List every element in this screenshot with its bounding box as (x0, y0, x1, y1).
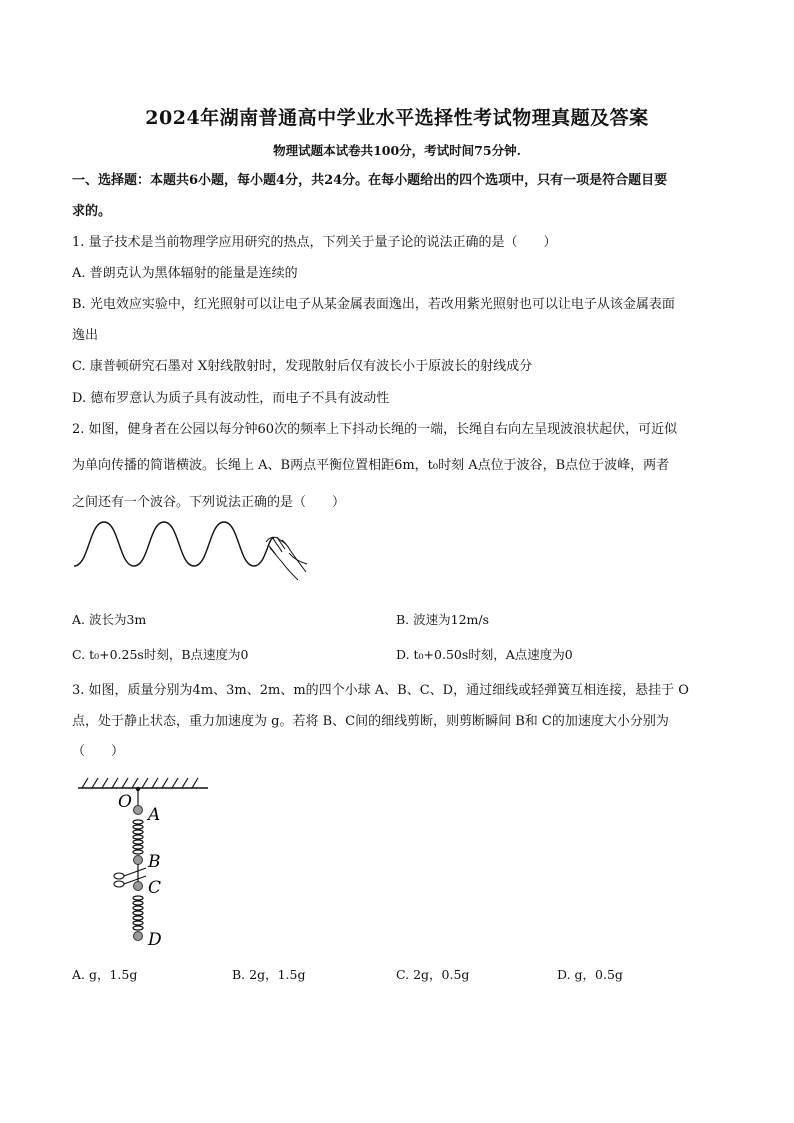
q2-option-d: D. t₀+0.50s时刻，A点速度为0 (396, 647, 573, 662)
q2-stem-line1: 2. 如图，健身者在公园以每分钟60次的频率上下抖动长绳的一端，长绳自右向左呈现波浪状起伏，可近似 (72, 422, 678, 437)
q2-option-a: A. 波长为3m (72, 612, 147, 627)
q3-stem-line2: 点，处于静止状态，重力加速度为 g。若将 B、C间的细线剪断，则剪断瞬间 B和 C的加速度大小分别为 (72, 714, 669, 729)
section-heading-line1: 一、选择题：本题共6小题，每小题4分，共24分。在每小题给出的四个选项中，只有一项是符合题目要 (72, 173, 668, 188)
wave-figure (70, 518, 315, 593)
q2-option-c: C. t₀+0.25s时刻，B点速度为0 (72, 647, 249, 662)
q3-option-c: C. 2g，0.5g (396, 967, 470, 982)
spring-cd (133, 896, 143, 930)
q3-stem-line3: （ ） (72, 744, 125, 759)
spring-ab (133, 820, 143, 854)
label-o: O (118, 792, 132, 812)
ceiling-hatch (82, 778, 198, 788)
spring-ball-figure (72, 772, 222, 952)
q1-option-c: C. 康普顿研究石墨对 X射线散射时，发现散射后仅有波长小于原波长的射线成分 (72, 359, 533, 374)
label-b: B (148, 852, 161, 872)
label-c: C (148, 878, 162, 898)
rope-wave (74, 522, 274, 566)
q1-option-a: A. 普朗克认为黑体辐射的能量是连续的 (72, 266, 298, 281)
section-heading-line2: 求的。 (72, 204, 112, 219)
ball-d (134, 932, 143, 941)
q3-option-b: B. 2g，1.5g (232, 967, 306, 982)
page-subtitle: 物理试题本试卷共100分，考试时间75分钟. (273, 143, 521, 158)
label-a: A (148, 805, 161, 825)
q1-option-b-line1: B. 光电效应实验中，红光照射可以让电子从某金属表面逸出，若改用紫光照射也可以让电子从该金属表面 (72, 297, 675, 312)
page-title: 2024年湖南普通高中学业水平选择性考试物理真题及答案 (145, 107, 649, 129)
hand-icon (266, 537, 307, 580)
q1-stem: 1. 量子技术是当前物理学应用研究的热点，下列关于量子论的说法正确的是（ ） (72, 235, 557, 250)
label-d: D (148, 930, 162, 950)
ball-b (134, 856, 143, 865)
ball-a (134, 806, 143, 815)
q1-option-d: D. 德布罗意认为质子具有波动性，而电子不具有波动性 (72, 391, 390, 406)
q3-option-a: A. g，1.5g (72, 967, 138, 982)
q3-option-d: D. g，0.5g (557, 967, 623, 982)
q1-option-b-line2: 逸出 (72, 328, 99, 343)
q2-option-b: B. 波速为12m/s (396, 612, 490, 627)
q2-stem-line3: 之间还有一个波谷。下列说法正确的是（ ） (72, 495, 346, 510)
ball-c (134, 882, 143, 891)
q2-stem-line2: 为单向传播的简谐横波。长绳上 A、B两点平衡位置相距6m，t₀时刻 A点位于波谷，B点位于波峰，两者 (72, 458, 670, 473)
q3-stem-line1: 3. 如图，质量分别为4m、3m、2m、m的四个小球 A、B、C、D，通过细线或轻弹簧互相连接，悬挂于 O (72, 683, 689, 698)
